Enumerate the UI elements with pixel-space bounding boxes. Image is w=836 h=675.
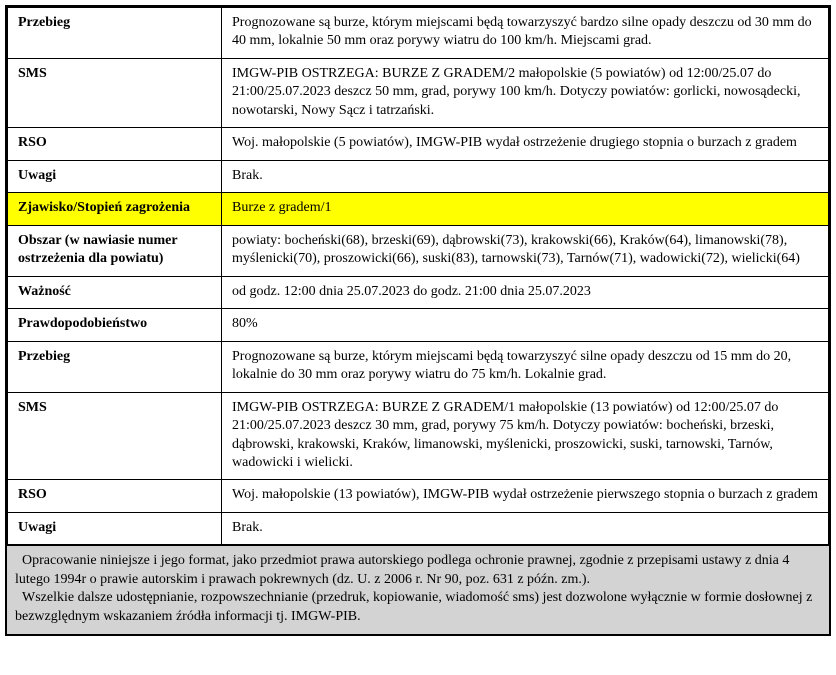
row-label: RSO (8, 480, 222, 512)
row-value: Brak. (222, 160, 829, 192)
row-value: Woj. małopolskie (5 powiatów), IMGW-PIB wydał ostrzeżenie drugiego stopnia o burzach z gradem (222, 128, 829, 160)
row-label: Uwagi (8, 160, 222, 192)
row-value: 80% (222, 309, 829, 341)
row-label: Prawdopodobieństwo (8, 309, 222, 341)
row-value: Woj. małopolskie (13 powiatów), IMGW-PIB wydał ostrzeżenie pierwszego stopnia o burzach z gradem (222, 480, 829, 512)
table-row-sms-1 (8, 58, 829, 127)
row-label: RSO (8, 128, 222, 160)
table-row-prawdopodobienstwo (8, 309, 829, 341)
row-value: Prognozowane są burze, którym miejscami będą towarzyszyć bardzo silne opady deszczu od 30 mm do 40 mm, lokalnie 50 mm oraz porywy wiatru do 100 km/h. Miejscami grad. (222, 8, 829, 59)
warning-table (7, 7, 829, 545)
row-label: SMS (8, 58, 222, 127)
document-frame (5, 5, 831, 636)
copyright-paragraph-2: Wszelkie dalsze udostępnianie, rozpowszechnianie (przedruk, kopiowanie, wiadomość sms) jest dozwolone wyłącznie w formie dosłownej z bezwzględnym wskazaniem źródła informacji tj. IMGW-PIB. (15, 590, 813, 624)
row-label: Ważność (8, 276, 222, 308)
row-label: Zjawisko/Stopień zagrożenia (8, 193, 222, 225)
copyright-paragraph-1: Opracowanie niniejsze i jego format, jako przedmiot prawa autorskiego podlega ochronie prawnej, zgodnie z przepisami ustawy z dnia 4 lutego 1994r o prawie autorskim i prawach pokrewnych (dz. U. z 2006 r. Nr 90, poz. 631 z późn. zm.). (15, 553, 790, 587)
row-value: od godz. 12:00 dnia 25.07.2023 do godz. 21:00 dnia 25.07.2023 (222, 276, 829, 308)
row-value: IMGW-PIB OSTRZEGA: BURZE Z GRADEM/1 małopolskie (13 powiatów) od 12:00/25.07 do 21:00/25.07.2023 deszcz 30 mm, grad, porywy 75 km/h. Dotyczy powiatów: bocheński, brzeski, dąbrowski, krakowski, Kraków, limanowski, myślenicki, proszowicki, suski, tarnowski, Tarnów, wadowicki i wielicki. (222, 392, 829, 480)
row-label: SMS (8, 392, 222, 480)
table-row-sms-2 (8, 392, 829, 480)
row-value: Prognozowane są burze, którym miejscami będą towarzyszyć silne opady deszczu od 15 mm do 20, lokalnie do 30 mm oraz porywy wiatru do 75 km/h. Lokalnie grad. (222, 341, 829, 392)
table-row-rso-2 (8, 480, 829, 512)
table-row-zjawisko-highlighted (8, 193, 829, 225)
row-label: Przebieg (8, 341, 222, 392)
table-row-obszar (8, 225, 829, 276)
table-row-przebieg-2 (8, 341, 829, 392)
row-label: Obszar (w nawiasie numer ostrzeżenia dla powiatu) (8, 225, 222, 276)
row-value: IMGW-PIB OSTRZEGA: BURZE Z GRADEM/2 małopolskie (5 powiatów) od 12:00/25.07 do 21:00/25.07.2023 deszcz 50 mm, grad, porywy 100 km/h. Dotyczy powiatów: gorlicki, nowosądecki, nowotarski, Nowy Sącz i tatrzański. (222, 58, 829, 127)
table-row-przebieg-1 (8, 8, 829, 59)
table-row-uwagi-1 (8, 160, 829, 192)
row-value: Brak. (222, 512, 829, 544)
row-label: Uwagi (8, 512, 222, 544)
row-value: powiaty: bocheński(68), brzeski(69), dąbrowski(73), krakowski(66), Kraków(64), limanowski(78), myślenicki(70), proszowicki(66), suski(83), tarnowski(73), Tarnów(71), wadowicki(72), wielicki(64) (222, 225, 829, 276)
table-row-uwagi-2 (8, 512, 829, 544)
row-value: Burze z gradem/1 (222, 193, 829, 225)
table-row-rso-1 (8, 128, 829, 160)
copyright-footer (7, 545, 829, 634)
table-row-waznosc (8, 276, 829, 308)
row-label: Przebieg (8, 8, 222, 59)
